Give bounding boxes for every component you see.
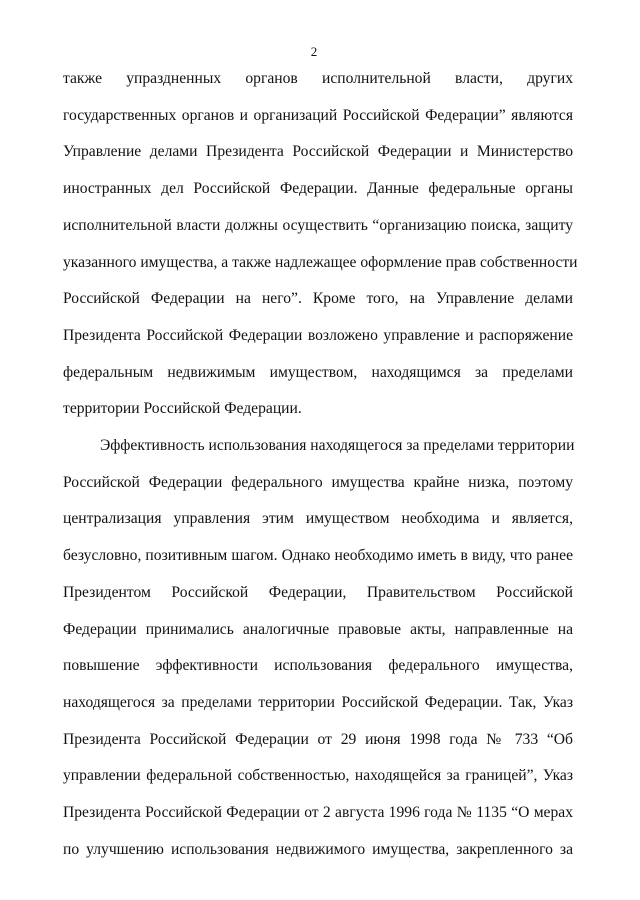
text-line: Российской Федерации на него”. Кроме того, на Управление делами (63, 290, 573, 307)
text-line: Президента Российской Федерации от 2 августа 1996 года № 1135 “О мерах (63, 804, 573, 821)
text-line: находящегося за пределами территории Российской Федерации. Так, Указ (63, 694, 573, 711)
text-line: иностранных дел Российской Федерации. Данные федеральные органы (63, 180, 573, 197)
text-line: государственных органов и организаций Российской Федерации” являются (63, 107, 573, 124)
text-line: федеральным недвижимым имуществом, находящимся за пределами (63, 364, 573, 381)
text-line: Президента Российской Федерации возложено управление и распоряжение (63, 327, 573, 344)
text-line: безусловно, позитивным шагом. Однако необходимо иметь в виду, что ранее (63, 547, 573, 564)
text-line: повышение эффективности использования федерального имущества, (63, 657, 573, 674)
text-line: территории Российской Федерации. (63, 400, 302, 417)
text-line: Эффективность использования находящегося за пределами территории (100, 437, 575, 454)
text-line: указанного имущества, а также надлежащее оформление прав собственности (63, 254, 578, 271)
text-line: Управление делами Президента Российской Федерации и Министерство (63, 143, 573, 160)
text-line: управлении федеральной собственностью, находящейся за границей”, Указ (63, 767, 573, 784)
text-line: по улучшению использования недвижимого имущества, закрепленного за (63, 841, 573, 858)
text-line: Российской Федерации федерального имущества крайне низка, поэтому (63, 474, 573, 491)
text-line: Президента Российской Федерации от 29 июня 1998 года № 733 “Об (63, 731, 573, 748)
text-line: также упраздненных органов исполнительной власти, других (63, 70, 573, 87)
page-number: 2 (310, 44, 318, 59)
text-line: Федерации принимались аналогичные правовые акты, направленные на (63, 621, 573, 638)
text-line: Президентом Российской Федерации, Правительством Российской (63, 584, 573, 601)
text-line: централизация управления этим имуществом необходима и является, (63, 510, 573, 527)
text-line: исполнительной власти должны осуществить “организацию поиска, защиту (63, 217, 573, 234)
